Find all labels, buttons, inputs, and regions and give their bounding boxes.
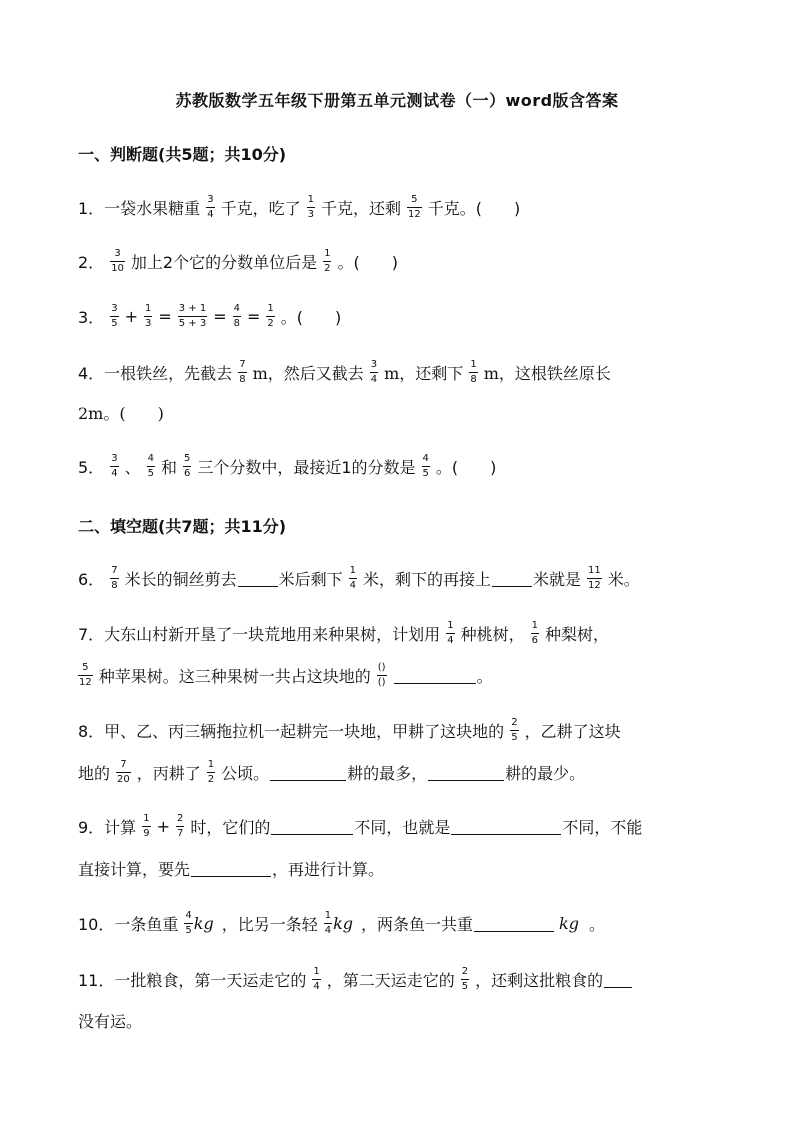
q7-text-a: 7．大东山村新开垦了一块荒地用来种果树，计划用 <box>78 624 441 644</box>
q3-text-b: 。( ) <box>280 307 342 327</box>
numerator: 4 <box>147 452 154 464</box>
fraction <box>407 194 422 221</box>
denominator: 4 <box>207 208 214 220</box>
q1-text-a: 1．一袋水果糖重 <box>78 198 201 218</box>
q9-text-d: 不同，不能 <box>562 817 643 837</box>
fraction <box>510 717 518 744</box>
denominator: 2 <box>207 773 215 785</box>
question-8-continued <box>78 752 585 792</box>
equals-sign: = <box>247 306 261 326</box>
q11-text-b: ，第二天运走它的 <box>326 970 455 990</box>
answer-blank[interactable] <box>604 971 632 988</box>
q6-text-b: 米长的铜丝剪去 <box>124 569 237 589</box>
denominator: 3 <box>307 208 314 220</box>
unit-kg: kg <box>333 913 354 933</box>
q10-text-a: 10．一条鱼重 <box>78 914 179 934</box>
denominator: 6 <box>183 467 191 479</box>
fraction <box>370 359 378 386</box>
denominator: 5 <box>147 467 154 479</box>
q8-text-g: 耕的最少。 <box>505 763 586 783</box>
q6-text-d: 米，剩下的再接上 <box>362 569 491 589</box>
section-heading-judgement: 一、判断题(共5题；共10分) <box>78 145 287 164</box>
numerator: 5 <box>411 193 418 205</box>
q4-text-c: m，还剩下 <box>384 363 464 383</box>
denominator: 12 <box>79 676 92 688</box>
answer-blank[interactable] <box>474 915 554 932</box>
q5-separator: 、 <box>124 457 141 477</box>
q10-text-d: 。 <box>588 914 605 934</box>
q9-text-e: 直接计算，要先 <box>78 859 191 879</box>
numerator: () <box>377 661 386 673</box>
numerator: 1 <box>324 909 332 921</box>
numerator: 3 <box>207 193 214 205</box>
denominator: 12 <box>407 208 421 220</box>
fraction <box>110 453 118 480</box>
fraction <box>377 662 387 689</box>
answer-blank[interactable] <box>394 667 476 684</box>
q5-text-d: 。( ) <box>435 457 497 477</box>
numerator: 11 <box>588 564 601 576</box>
q1-text-c: 千克，还剩 <box>320 198 401 218</box>
answer-blank[interactable] <box>238 570 278 587</box>
fraction <box>446 620 454 647</box>
answer-blank[interactable] <box>270 764 346 781</box>
q11-text-c: ，还剩这批粮食的 <box>475 970 604 990</box>
denominator: 2 <box>324 262 331 274</box>
q2-text-b: 加上2个它的分数单位后是 <box>130 252 318 272</box>
numerator: 5 <box>183 452 191 464</box>
fraction <box>116 759 131 786</box>
q1-text-b: 千克，吃了 <box>220 198 301 218</box>
question-7-continued <box>78 655 493 695</box>
denominator: 5 <box>185 924 192 936</box>
numerator: 1 <box>313 965 320 977</box>
fraction <box>110 565 118 592</box>
denominator: 4 <box>370 373 378 385</box>
fraction <box>142 813 150 840</box>
fraction <box>176 813 184 840</box>
question-11 <box>78 959 633 999</box>
q9-text-b: 时，它们的 <box>190 817 271 837</box>
question-2 <box>78 241 398 281</box>
q2-text-a: 2． <box>78 252 105 272</box>
q7-text-b: 种桃树， <box>460 624 525 644</box>
q6-text-f: 米。 <box>607 569 640 589</box>
numerator: 3 <box>370 358 378 370</box>
fraction <box>312 966 320 993</box>
numerator: 4 <box>422 452 429 464</box>
fraction <box>183 453 191 480</box>
question-9 <box>78 806 642 846</box>
q10-text-b: ，比另一条轻 <box>221 914 318 934</box>
denominator: 12 <box>588 579 601 591</box>
denominator: 20 <box>117 773 130 785</box>
q9-text-c: 不同，也就是 <box>354 817 451 837</box>
q7-text-d: 种苹果树。这三种果树一共占这块地的 <box>98 666 371 686</box>
fraction <box>207 759 215 786</box>
fraction <box>461 966 469 993</box>
denominator: 8 <box>470 373 477 385</box>
fraction <box>144 303 152 330</box>
q8-text-d: ，丙耕了 <box>136 763 201 783</box>
denominator: 7 <box>176 827 184 839</box>
numerator: 7 <box>239 358 246 370</box>
denominator: 4 <box>313 980 320 992</box>
q5-text-a: 5． <box>78 457 105 477</box>
q8-text-a: 8．甲、乙、丙三辆拖拉机一起耕完一块地，甲耕了这块地的 <box>78 721 505 741</box>
numerator: 3 + 1 <box>178 302 207 314</box>
numerator: 1 <box>349 564 356 576</box>
denominator: 4 <box>447 634 454 646</box>
question-4 <box>78 352 611 392</box>
q6-text-c: 米后剩下 <box>278 569 343 589</box>
answer-blank[interactable] <box>428 764 504 781</box>
fraction <box>324 910 332 937</box>
plus-sign: + <box>124 306 138 326</box>
question-10 <box>78 903 605 943</box>
denominator: 9 <box>143 827 150 839</box>
fraction <box>266 303 274 330</box>
fraction <box>349 565 357 592</box>
denominator: 8 <box>111 579 118 591</box>
q5-text-b: 和 <box>160 457 177 477</box>
q9-text-f: ，再进行计算。 <box>272 859 385 879</box>
q8-text-b: ，乙耕了这块 <box>524 721 621 741</box>
fraction <box>110 248 125 275</box>
q8-text-f: 耕的最多， <box>347 763 428 783</box>
numerator: 1 <box>267 302 274 314</box>
denominator: 5 <box>422 467 429 479</box>
denominator: 4 <box>349 579 356 591</box>
question-5 <box>78 446 496 486</box>
answer-blank[interactable] <box>451 818 561 835</box>
numerator: 1 <box>144 302 152 314</box>
q11-text-d: 没有运。 <box>78 1011 143 1031</box>
question-4-continued <box>78 392 164 432</box>
numerator: 1 <box>324 247 331 259</box>
numerator: 2 <box>461 965 469 977</box>
fraction <box>233 303 241 330</box>
q3-text-a: 3． <box>78 307 105 327</box>
q4-text-d: m，这根铁丝原长 <box>483 363 611 383</box>
unit-kg: kg <box>193 913 214 933</box>
fraction <box>307 194 315 221</box>
question-3 <box>78 296 341 336</box>
q2-text-c: 。( ) <box>337 252 398 272</box>
numerator: 3 <box>111 452 118 464</box>
fraction <box>206 194 214 221</box>
numerator: 3 <box>111 302 118 314</box>
q10-text-c: ，两条鱼一共重 <box>361 914 474 934</box>
denominator: 5 <box>111 317 118 329</box>
numerator: 2 <box>176 812 184 824</box>
fraction <box>110 303 118 330</box>
page-title: 苏教版数学五年级下册第五单元测试卷（一）word版含答案 <box>175 91 619 110</box>
fraction <box>323 248 331 275</box>
numerator: 4 <box>185 909 192 921</box>
q4-text-b: m，然后又截去 <box>252 363 364 383</box>
unit-kg: kg <box>559 913 579 933</box>
denominator: 5 + 3 <box>178 317 207 329</box>
q8-text-e: 公顷。 <box>221 763 270 783</box>
numerator: 7 <box>120 758 127 770</box>
fraction <box>469 359 477 386</box>
plus-sign: + <box>156 816 170 836</box>
denominator: 8 <box>239 373 246 385</box>
q4-text-e: 2m。( ) <box>78 403 164 423</box>
fraction <box>422 453 430 480</box>
denominator: 4 <box>111 467 118 479</box>
numerator: 1 <box>143 812 150 824</box>
section-heading-fill-in: 二、填空题(共7题；共11分) <box>78 517 287 536</box>
q4-text-a: 4．一根铁丝，先截去 <box>78 363 233 383</box>
fraction <box>78 662 93 689</box>
question-6 <box>78 558 640 598</box>
numerator: 3 <box>114 247 121 259</box>
denominator: 5 <box>461 980 469 992</box>
answer-blank[interactable] <box>191 860 271 877</box>
numerator: 1 <box>531 619 538 631</box>
q7-text-c: 种梨树， <box>544 624 609 644</box>
fraction <box>184 910 192 937</box>
question-1 <box>78 187 520 227</box>
numerator: 1 <box>307 193 314 205</box>
answer-blank[interactable] <box>492 570 532 587</box>
q7-text-e: 。 <box>476 666 493 686</box>
equals-sign: = <box>158 306 172 326</box>
numerator: 7 <box>111 564 118 576</box>
numerator: 2 <box>511 716 518 728</box>
denominator: 10 <box>111 262 124 274</box>
denominator: 8 <box>233 317 240 329</box>
equals-sign: = <box>213 306 227 326</box>
q11-text-a: 11．一批粮食，第一天运走它的 <box>78 970 307 990</box>
numerator: 1 <box>470 358 477 370</box>
answer-blank[interactable] <box>271 818 353 835</box>
question-9-continued <box>78 848 384 888</box>
q6-text-a: 6． <box>78 569 105 589</box>
q8-text-c: 地的 <box>78 763 111 783</box>
numerator: 1 <box>447 619 454 631</box>
q6-text-e: 米就是 <box>532 569 581 589</box>
question-8 <box>78 710 621 750</box>
numerator: 1 <box>207 758 215 770</box>
q5-text-c: 三个分数中，最接近1的分数是 <box>197 457 416 477</box>
question-11-continued <box>78 1000 142 1040</box>
fraction <box>531 620 539 647</box>
denominator: 4 <box>324 924 332 936</box>
fraction <box>587 565 602 592</box>
denominator: () <box>377 676 386 688</box>
question-7 <box>78 613 609 653</box>
q1-text-d: 千克。( ) <box>427 198 521 218</box>
fraction <box>147 453 155 480</box>
denominator: 6 <box>531 634 538 646</box>
fraction <box>238 359 246 386</box>
fraction <box>178 303 207 330</box>
numerator: 5 <box>82 661 89 673</box>
numerator: 4 <box>233 302 240 314</box>
q9-text-a: 9．计算 <box>78 817 137 837</box>
denominator: 2 <box>267 317 274 329</box>
denominator: 5 <box>511 731 518 743</box>
denominator: 3 <box>144 317 152 329</box>
